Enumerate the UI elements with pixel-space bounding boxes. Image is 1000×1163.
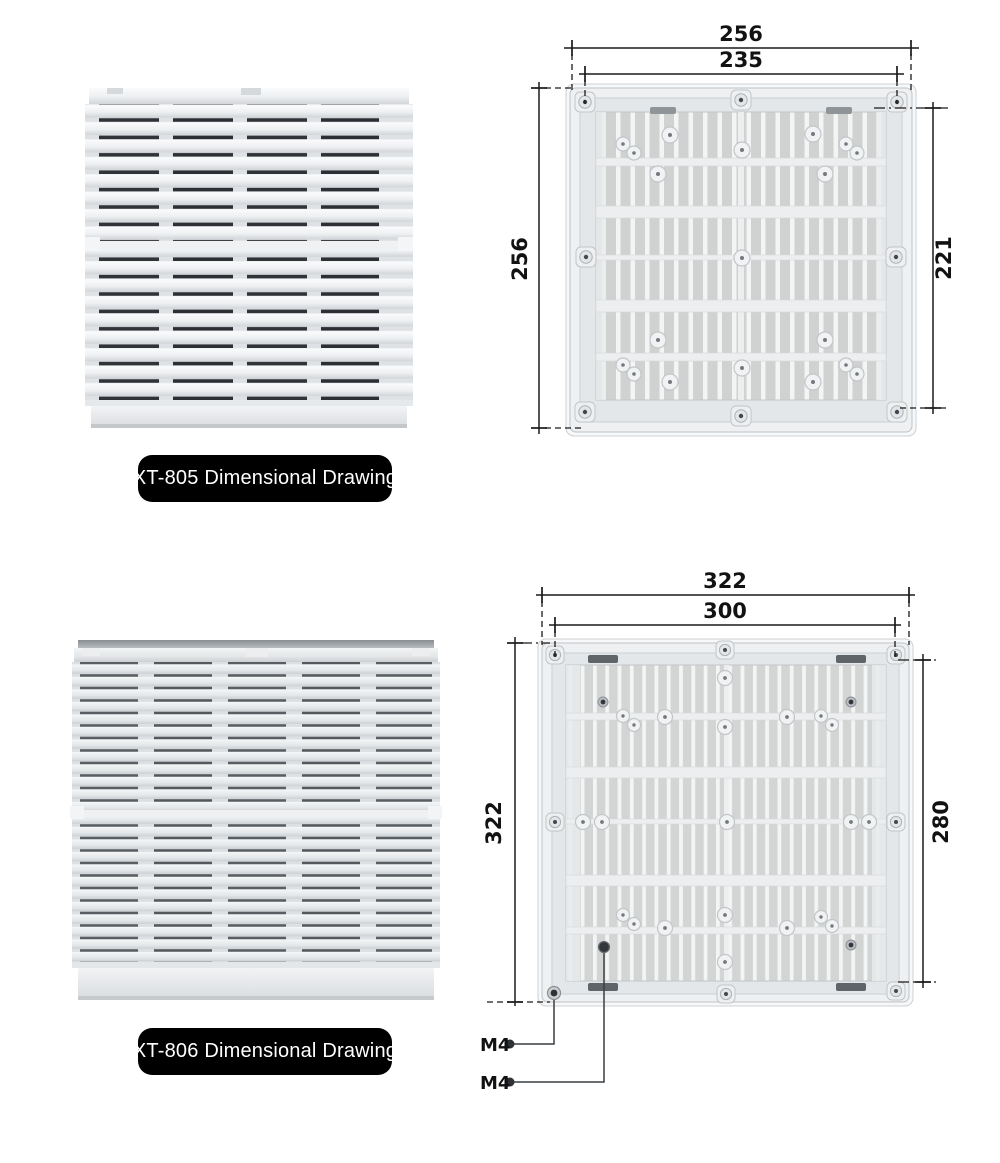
- dim-805-hole-spacing-label: 221: [932, 236, 956, 280]
- xt805-rear-dimension-drawing: [500, 12, 965, 452]
- grille-top-edge: [78, 640, 434, 648]
- dim-805-outer-height-label: 256: [508, 237, 532, 281]
- dim-806-outer-height-label: 322: [482, 801, 506, 845]
- m4-clip-label: M4: [480, 1073, 511, 1094]
- xt806-label-badge: [132, 1028, 398, 1075]
- xt806-rear-dimension-drawing: [470, 565, 980, 1105]
- dim-805-inner-width-label: 235: [719, 48, 763, 72]
- dim-805-outer-width-label: 256: [719, 22, 763, 46]
- xt806-rear-frame: [538, 639, 913, 1006]
- m4-corner-label: M4: [480, 1035, 511, 1056]
- xt806-front-photo: [70, 640, 442, 1012]
- xt806-louver-grille-image: [70, 640, 442, 1012]
- xt805-label-badge: [132, 455, 398, 502]
- xt805-front-photo: [85, 88, 413, 430]
- xt805-label-text: XT-805 Dimensional Drawing: [132, 467, 398, 489]
- dim-806-hole-spacing-label: 280: [929, 800, 953, 844]
- m4-corner-callout: [480, 987, 561, 1057]
- clip-mount-hole: [599, 942, 610, 953]
- grille-base: [78, 968, 434, 1000]
- dim-806-outer-width-label: 322: [703, 569, 747, 593]
- xt806-label-text: XT-806 Dimensional Drawing: [132, 1040, 398, 1062]
- xt805-louver-grille-image: [85, 88, 413, 430]
- grille-louver-slats: [85, 104, 413, 400]
- xt805-rear-frame: [566, 84, 916, 436]
- dim-806-inner-width-label: 300: [703, 599, 747, 623]
